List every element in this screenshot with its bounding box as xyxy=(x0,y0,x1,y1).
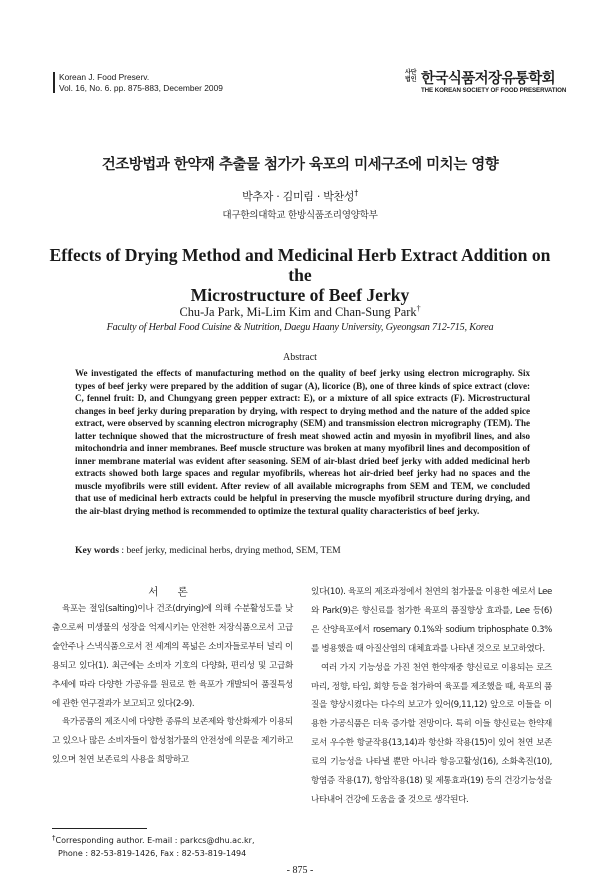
journal-volume: Vol. 16, No. 6. pp. 875-883, December 2009 xyxy=(59,82,223,93)
society-logo xyxy=(405,67,575,97)
title-english-line-2: Microstructure of Beef Jerky xyxy=(190,285,410,305)
paragraph: 육포는 절임(salting)이나 건조(drying)에 의해 수분활성도를 낮춤으로써 미생물의 성장을 억제시키는 안전한 저장식품으로서 고급 술안주나 스낵식품으로서 전 세계의 폭넓은 소비자들로부터 널리 이용되고 있다(1). 최근에는 소비자 기호의 다양화, 편리성 및 고급화 추세에 따라 다양한 가공유를 원료로 한 육포가 개발되어 품질특성에 관한 연구결과가 보고되고 있다(2-9). xyxy=(52,604,293,709)
corresponding-author-email: Corresponding author. E-mail : parkcs@dhu.ac.kr, xyxy=(55,836,255,845)
paragraph: 육가공품의 제조시에 다양한 종류의 보존제와 항산화제가 이용되고 있으나 많은 소비자들이 합성첨가물의 안전성에 의문을 제기하고 있으며 천연 보존료의 사용을 희망하고 xyxy=(52,717,293,766)
left-column xyxy=(52,600,293,770)
title-korean: 건조방법과 한약재 추출물 첨가가 육포의 미세구조에 미치는 영향 xyxy=(101,157,499,173)
society-mark: 사단법인 xyxy=(405,69,417,83)
authors-korean xyxy=(0,188,600,204)
keywords-label: Key words xyxy=(75,545,119,556)
authors-english-names: Chu-Ja Park, Mi-Lim Kim and Chan-Sung Park xyxy=(179,305,417,320)
paragraph: 여러 가지 기능성을 가진 천연 한약재중 향신료로 이용되는 로즈마리, 정향, 타임, 회향 등을 첨가하여 육포를 제조했을 때, 육포의 품질을 향상시켰다는 다수의 보고가 있어(9,11,12) 앞으로 이들을 이용한 가공식품은 더욱 증가할 전망이다. 특히 이들 향신료는 한약재로서 우수한 항균작용(13,14)과 항산화 작용(15)이 있어 천연 보존료의 기능성을 나타낼 뿐만 아니라 항응고활성(16), 소화촉진(10), 항염증 작용(17), 항암작용(18) 및 제통효과(19) 등의 건강기능성을 나타내어 건강에 도움을 줄 것으로 생각된다. xyxy=(311,662,552,805)
keywords-list: : beef jerky, medicinal herbs, drying method, SEM, TEM xyxy=(121,545,341,556)
corresponding-mark-en: † xyxy=(416,304,421,313)
abstract-heading: Abstract xyxy=(283,352,317,363)
authors-korean-names: 박추자 · 김미림 · 박찬성 xyxy=(242,190,355,203)
footnote-line-2: Phone : 82-53-819-1426, Fax : 82-53-819-1494 xyxy=(58,848,247,858)
keywords xyxy=(75,545,341,556)
abstract-text: We investigated the effects of manufacturing method on the quality of beef jerky using electron micrography. Six types of beef jerky were prepared by the addition of sugar (A), licorice (B), one of three kinds of spice extract (clove: C, fennel fruit: D, and Chungyang green pepper extract: E), or a mixture of all spice extracts (F). Microstructural changes in beef jerky during preparation by drying, with respect to drying method and the nature of the added spice extract, were observed by scanning electron micrography (SEM) and transmission electron micrography (TEM). The latter technique showed that the microstructure of fresh meat showed actin and myosin in myofibril lines, and also mitochondria and inner membranes. Beef muscle structure was broken at many myofibril lines and decomposition of inner membrane material was evident after seasoning. SEM of air-blast dried beef jerky with added medicinal herb extracts showed both large spaces and regular myofibrils, whereas hot air-dried beef jerky had no spaces and the muscle myofibrils were still evident. After review of all available micrographs from SEM and TEM, we concluded that use of medicinal herb extracts could be helpful in preserving the muscle myofibril structure during drying, and the air-blast drying method is recommended to optimize the textural quality characteristics of beef jerky. xyxy=(75,368,530,517)
society-name-ko: 한국식품저장유통학회 xyxy=(421,71,556,87)
footnote xyxy=(52,832,254,860)
section-heading-introduction: 서 론 xyxy=(148,586,196,598)
title-english-line-1: Effects of Drying Method and Medicinal Herb Extract Addition on the xyxy=(49,245,551,285)
footnote-symbol: † xyxy=(52,834,56,842)
paragraph: 있다(10). 육포의 제조과정에서 천연의 첨가물을 이용한 예로서 Lee와 Park(9)은 향신료를 첨가한 육포의 품질향상 효과를, Lee 등(6)은 산양육포에서 rosemary 0.1%와 sodium triphosphate 0.3%를 병용했을 때 아질산염의 대체효과를 나타낸 것으로 보고하였다. xyxy=(311,587,552,654)
society-name-en: THE KOREAN SOCIETY OF FOOD PRESERVATION xyxy=(421,87,567,94)
page-number: - 875 - xyxy=(286,865,314,876)
corresponding-mark: † xyxy=(354,188,358,198)
footnote-line-1 xyxy=(52,832,254,848)
journal-citation xyxy=(53,72,223,93)
right-column xyxy=(311,583,552,810)
title-english xyxy=(40,245,560,305)
affiliation-english: Faculty of Herbal Food Cuisine & Nutrition, Daegu Haany University, Gyeongsan 712-715, Korea xyxy=(106,322,494,333)
affiliation-korean: 대구한의대학교 한방식품조리영양학부 xyxy=(222,210,378,221)
footnote-divider xyxy=(52,828,147,829)
journal-name: Korean J. Food Preserv. xyxy=(59,72,150,82)
authors-english xyxy=(0,304,600,320)
